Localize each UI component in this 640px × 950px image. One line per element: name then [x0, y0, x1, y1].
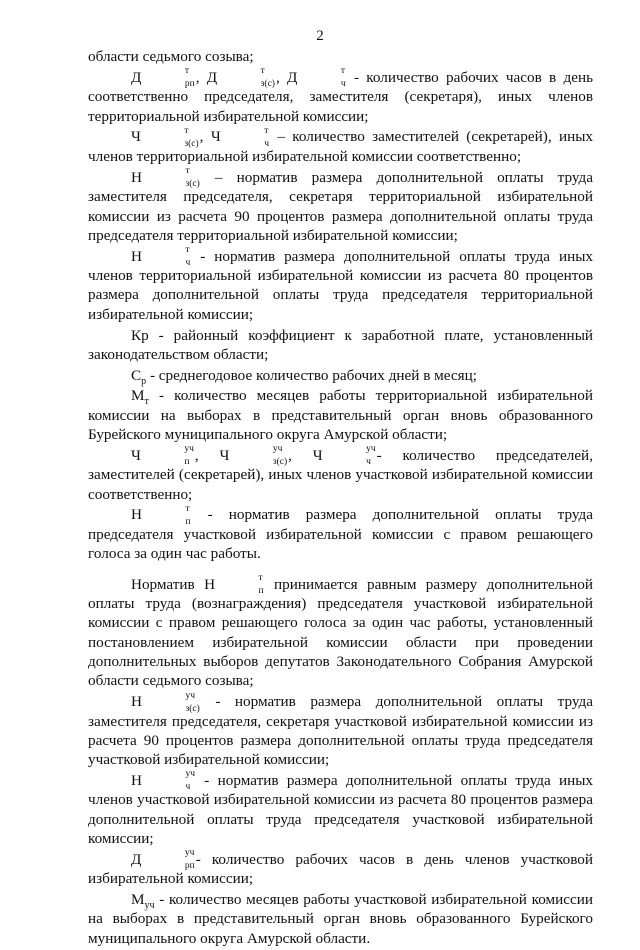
formula-symbol: Н уч ч — [131, 769, 195, 793]
paragraph-11: Норматив Н т п принимается равным размеру дополнительной оплаты труда (вознаграждения) председателя участковой избирательной комиссии с правом решающего голоса за один час работы, установленный постановлением избирательной комиссии области при проведении дополнительных выборов депутатов Законодательного Собрания Амурской области седьмого созыва; — [88, 573, 594, 690]
formula-symbol: Н т п — [204, 573, 264, 597]
paragraph-12: Н уч з(с) - норматив размера дополнительной оплаты труда заместителя председателя, секретаря участковой избирательной комиссии из расчета 90 процентов размера дополнительной оплаты труда председателя участковой избирательной комиссии; — [88, 690, 593, 769]
formula-symbol: Н уч з(с) — [131, 690, 200, 714]
paragraph-13: Н уч ч - норматив размера дополнительной оплаты труда иных членов участковой избирательной комиссии из расчета 80 процентов размера дополнительной оплаты труда председателя участковой избирательной комиссии; — [88, 769, 594, 848]
paragraph-3: Ч т з(с) , Ч т ч – количество заместителей (секретарей), иных членов территориальной избирательной комиссии соответственно; — [88, 125, 594, 165]
paragraph-15: $М_{уч}$ - количество месяцев работы участковой избирательной комиссии на выборах в представительный орган вновь образованного Бурейского муниципального округа Амурской области. — [88, 891, 593, 947]
paragraph-1: области седьмого созыва; — [88, 48, 254, 65]
formula-symbol: Д уч рп — [131, 848, 195, 872]
formula-symbol: Ч т з(с) , Ч т ч — [131, 125, 269, 149]
formula-symbol: $М_{уч}$ — [131, 891, 155, 912]
paragraph-6: Кр - районный коэффициент к заработной плате, установленный законодательством области; — [88, 326, 594, 363]
paragraph-14: Д уч рп - количество рабочих часов в день членов участковой избирательной комиссии; — [88, 848, 593, 888]
formula-symbol: Ч уч п , Ч уч з(с) , Ч уч ч — [131, 444, 376, 468]
document-body — [88, 47, 593, 950]
page-number: 2 — [316, 28, 324, 44]
formula-symbol: Н т п — [131, 503, 191, 527]
formula-symbol: Н т з(с) — [131, 166, 200, 190]
formula-symbol: $С_р$ — [131, 366, 147, 387]
formula-symbol: Д т рп , Д т з(с) , Д т ч — [131, 66, 346, 90]
paragraph-7: $С_р$ - среднегодовое количество рабочих дней в месяц; — [131, 366, 477, 387]
paragraph-9: Ч уч п , Ч уч з(с) , Ч уч ч - количество председателей, заместителей (секретарей), иных членов участковой избирательной комиссии соответственно; — [88, 444, 593, 503]
formula-symbol: Н т ч — [131, 245, 191, 269]
paragraph-5: Н т ч - норматив размера дополнительной оплаты труда иных членов территориальной избирательной комиссии из расчета 80 процентов размера дополнительной оплаты труда председателя территориальной избирательной комиссии; — [88, 245, 594, 323]
paragraph-10: Н т п - норматив размера дополнительной оплаты труда председателя участковой избирательной комиссии с правом решающего голоса за один час работы. — [88, 503, 593, 563]
formula-symbol: $М_т$ — [131, 387, 149, 408]
paragraph-2: Д т рп , Д т з(с) , Д т ч - количество рабочих часов в день соответственно председателя, заместителя (секретаря), иных членов территориальной избирательной комиссии; — [88, 66, 594, 125]
formula-symbol: Кр — [131, 326, 149, 344]
paragraph-8: $М_т$ - количество месяцев работы территориальной избирательной комиссии на выборах в представительный орган вновь образованного Бурейского муниципального округа Амурской области; — [88, 387, 594, 444]
paragraph-4: Н т з(с) – норматив размера дополнительной оплаты труда заместителя председателя, секретаря территориальной избирательной комиссии из расчета 90 процентов размера дополнительной оплаты труда председателя территориальной избирательной комиссии; — [88, 166, 593, 244]
